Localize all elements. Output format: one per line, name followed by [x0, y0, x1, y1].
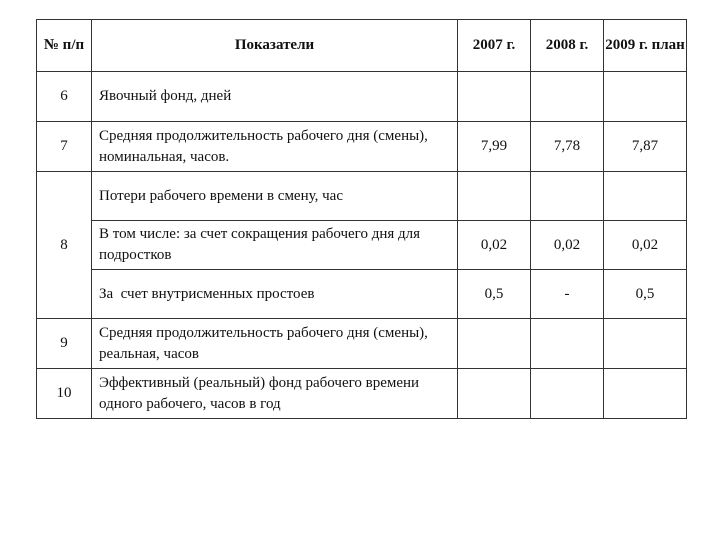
row-label: В том числе: за счет сокращения рабочего дня для подростков — [92, 221, 458, 270]
value-2007 — [458, 369, 531, 419]
value-2009 — [604, 172, 687, 221]
value-2007: 0,5 — [458, 270, 531, 319]
value-2008: 0,02 — [531, 221, 604, 270]
header-2007: 2007 г. — [458, 20, 531, 72]
value-2007 — [458, 72, 531, 122]
header-row — [37, 20, 687, 72]
value-2009 — [604, 72, 687, 122]
value-2008 — [531, 172, 604, 221]
value-2007: 0,02 — [458, 221, 531, 270]
value-2009 — [604, 319, 687, 369]
value-2009: 7,87 — [604, 122, 687, 172]
value-2009: 0,02 — [604, 221, 687, 270]
value-2007 — [458, 172, 531, 221]
header-num: № п/п — [37, 20, 92, 72]
header-2009-plan: 2009 г. план — [604, 20, 687, 72]
row-num: 9 — [37, 319, 92, 369]
value-2007 — [458, 319, 531, 369]
row-label: За счет внутрисменных простоев — [92, 270, 458, 319]
table-row — [37, 221, 687, 270]
row-num: 8 — [37, 172, 92, 319]
value-2007: 7,99 — [458, 122, 531, 172]
row-label: Явочный фонд, дней — [92, 72, 458, 122]
table-row — [37, 319, 687, 369]
row-label: Эффективный (реальный) фонд рабочего времени одного рабочего, часов в год — [92, 369, 458, 419]
value-2008: 7,78 — [531, 122, 604, 172]
header-indicator: Показатели — [92, 20, 458, 72]
table-row — [37, 72, 687, 122]
row-label: Средняя продолжительность рабочего дня (смены), номинальная, часов. — [92, 122, 458, 172]
value-2008: - — [531, 270, 604, 319]
value-2009 — [604, 369, 687, 419]
value-2008 — [531, 369, 604, 419]
value-2008 — [531, 72, 604, 122]
row-label: Средняя продолжительность рабочего дня (смены), реальная, часов — [92, 319, 458, 369]
row-label: Потери рабочего времени в смену, час — [92, 172, 458, 221]
table-row — [37, 369, 687, 419]
row-num: 6 — [37, 72, 92, 122]
table-row — [37, 122, 687, 172]
table-row — [37, 270, 687, 319]
row-num: 7 — [37, 122, 92, 172]
value-2008 — [531, 319, 604, 369]
row-num: 10 — [37, 369, 92, 419]
indicators-table — [36, 19, 687, 419]
value-2009: 0,5 — [604, 270, 687, 319]
header-2008: 2008 г. — [531, 20, 604, 72]
table-row — [37, 172, 687, 221]
